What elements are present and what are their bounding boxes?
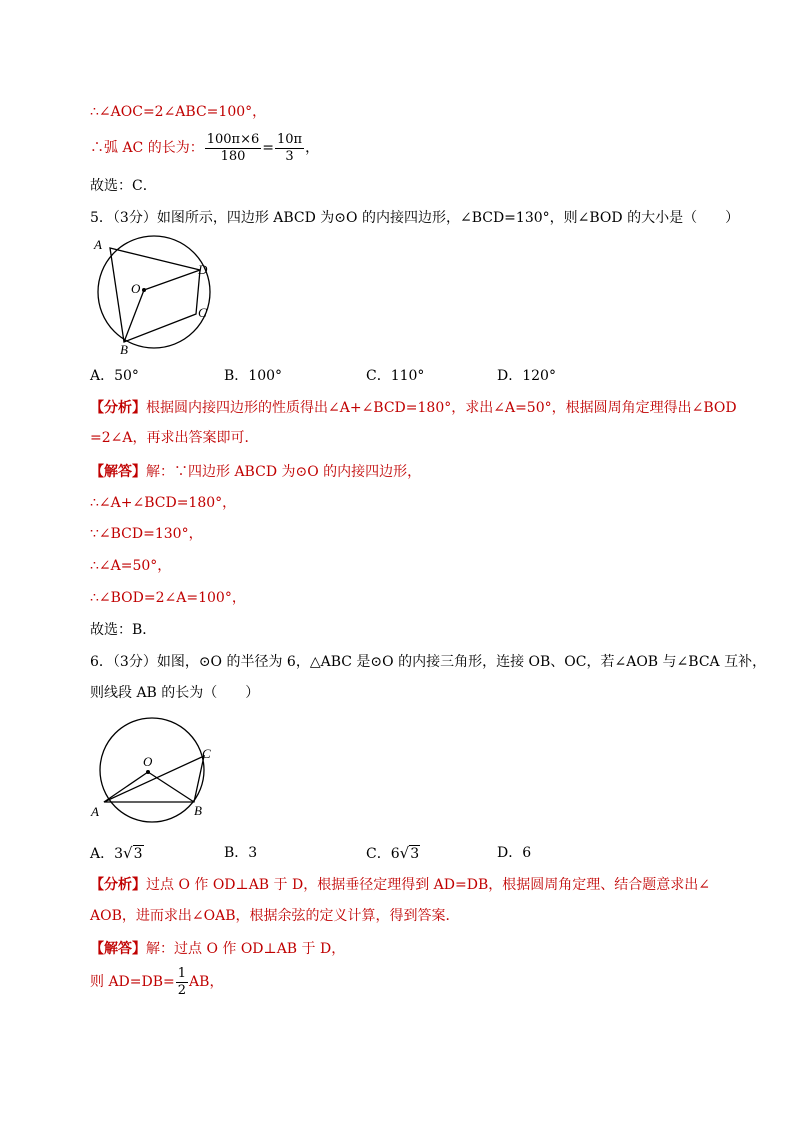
q6-answer-text1: 解：过点 O 作 OD⊥AB 于 D， [146, 941, 346, 957]
q6-choice-a-radical-icon: √ [123, 844, 133, 862]
q6-circle [100, 718, 204, 822]
q6-choice-c-radicand: 3 [410, 846, 420, 862]
q6-label-c: C [202, 746, 211, 761]
q6-answer-line1 [90, 939, 345, 959]
q5-choice-a: A．50° [90, 368, 139, 384]
q6-choice-b: B．3 [224, 845, 258, 861]
q5-answer-line1 [90, 462, 421, 482]
prev-final-answer: 故选：C． [90, 178, 157, 194]
q6-analysis-text1: 过点 O 作 OD⊥AB 于 D，根据垂径定理得到 AD=DB，根据圆周角定理、结合题意求出∠ [146, 877, 710, 893]
q5-choice-c: C．110° [366, 368, 425, 384]
q5-step1: ∴∠A+∠BCD=180°， [90, 495, 237, 511]
q6-choice-c [366, 843, 420, 864]
q6-choice-a-radicand: 3 [133, 846, 143, 862]
arc-fraction-2-num: 10π [277, 131, 303, 147]
q5-label-a: A [94, 237, 102, 252]
q5-label-o: O [131, 281, 141, 296]
q5-segment-od [144, 270, 200, 290]
q5-circle [98, 236, 210, 348]
q5-step4: ∴∠BOD=2∠A=100°， [90, 590, 246, 606]
q5-answer-tag: 【解答】 [90, 464, 146, 480]
arc-fraction-1-den: 180 [220, 148, 246, 164]
q6-label-a: A [91, 804, 99, 819]
q6-analysis-line1 [90, 875, 710, 895]
q5-figure [84, 232, 224, 356]
q6-segment-ob [148, 772, 194, 802]
arc-fraction-2-den: 3 [285, 148, 294, 164]
q6-stem-line2: 则线段 AB 的长为（ ） [90, 685, 260, 701]
q6-analysis-line2: AOB，进而求出∠OAB，根据余弦的定义计算，得到答案． [90, 908, 460, 924]
q5-choice-d: D．120° [497, 368, 556, 384]
q5-label-b: B [120, 342, 128, 356]
q6-triangle [104, 756, 204, 802]
q6-label-o: O [143, 754, 153, 769]
q6-analysis-tag: 【分析】 [90, 877, 146, 893]
arc-fraction-2 [275, 132, 304, 165]
q6-segment-oa [104, 772, 148, 802]
q5-step3: ∴∠A=50°， [90, 558, 172, 574]
q6-choice-c-prefix: C．6 [366, 846, 400, 862]
q6-half-num: 1 [177, 965, 187, 981]
equals-sign: = [262, 140, 274, 156]
q5-label-c: C [198, 305, 207, 320]
q5-stem: 5．（3分）如图所示，四边形 ABCD 为⊙O 的内接四边形，∠BCD=130°，则∠BOD 的大小是（ ） [90, 210, 740, 226]
q6-half-fraction [176, 966, 188, 999]
q5-analysis-line2: =2∠A，再求出答案即可． [90, 430, 259, 446]
q6-half-den: 2 [177, 982, 187, 998]
q6-stem-line1: 6．（3分）如图，⊙O 的半径为 6，△ABC 是⊙O 的内接三角形，连接 OB、OC，若∠AOB 与∠BCA 互补， [90, 654, 767, 670]
arc-length-suffix: ， [305, 140, 320, 156]
q5-analysis-line1 [90, 398, 737, 418]
q6-choice-c-radical-icon: √ [399, 844, 410, 862]
q5-analysis-text1: 根据圆内接四边形的性质得出∠A+∠BCD=180°，求出∠A=50°，根据圆周角定理得出∠BOD [146, 400, 737, 416]
q5-center-dot [142, 288, 146, 292]
q6-last-prefix: 则 AD=DB= [90, 974, 175, 990]
q5-analysis-tag: 【分析】 [90, 400, 146, 416]
q6-center-dot [146, 770, 150, 774]
q6-answer-line2 [90, 964, 223, 1000]
q5-final-answer: 故选：B． [90, 622, 157, 638]
q6-choice-a-prefix: A．3 [90, 846, 124, 862]
prev-step-angle-aoc: ∴∠AOC=2∠ABC=100°， [90, 104, 267, 120]
arc-length-prefix: ∴弧 AC 的长为： [90, 140, 204, 156]
q6-label-b: B [194, 803, 202, 818]
arc-fraction-1-num: 100π×6 [206, 131, 260, 147]
q5-segment-ob [124, 290, 144, 342]
q5-answer-text1: 解：∵四边形 ABCD 为⊙O 的内接四边形， [146, 464, 422, 480]
q6-figure [88, 712, 228, 824]
q5-step2: ∵∠BCD=130°， [90, 526, 203, 542]
q6-answer-tag: 【解答】 [90, 941, 146, 957]
q6-choice-d: D．6 [497, 845, 532, 861]
q6-last-suffix: AB， [189, 974, 224, 990]
q5-quadrilateral [110, 248, 200, 342]
arc-fraction-1 [205, 132, 262, 165]
prev-step-arc-length [90, 130, 319, 166]
q5-choice-b: B．100° [224, 368, 283, 384]
q5-label-d: D [198, 262, 208, 277]
q6-choice-a [90, 843, 144, 864]
